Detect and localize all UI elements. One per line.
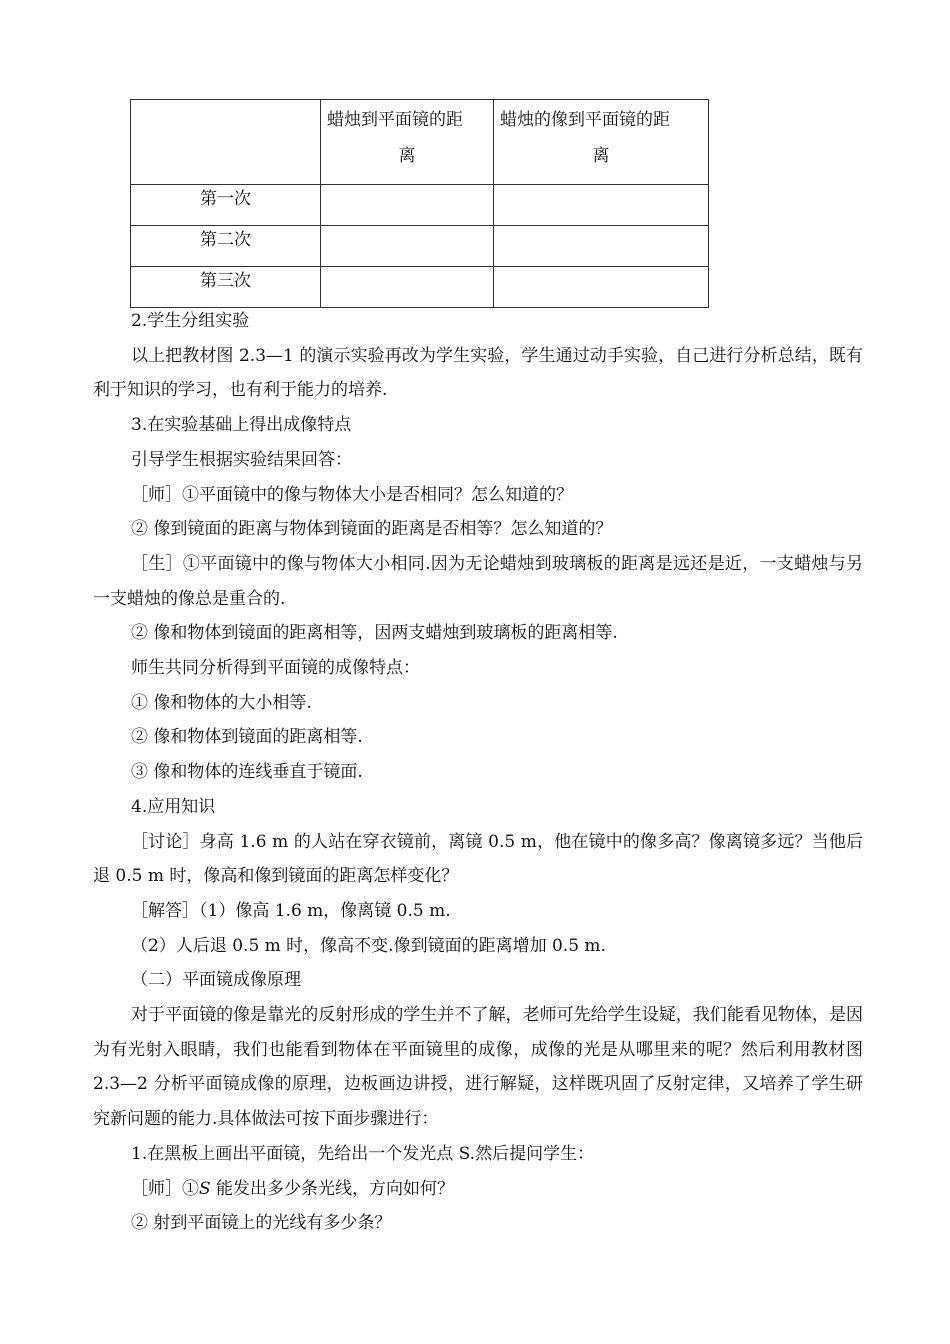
list-item: ② 像和物体到镜面的距离相等. — [131, 727, 363, 748]
student-answer: ② 像和物体到镜面的距离相等，因两支蜡烛到玻璃板的距离相等. — [131, 623, 618, 644]
section-heading: 4.应用知识 — [131, 796, 216, 817]
section-heading: 3.在实验基础上得出成像特点 — [131, 415, 352, 436]
question-text: 能发出多少条光线，方向如何？ — [210, 1178, 455, 1199]
section-heading: 2.学生分组实验 — [131, 311, 250, 331]
paragraph: 师生共同分析得到平面镜的成像特点： — [131, 658, 420, 679]
row-label: 第三次 — [131, 267, 321, 308]
header-line: 蜡烛到平面镜的距 — [327, 110, 463, 130]
answer-paragraph: （2）人后退 0.5 m 时，像高不变.像到镜面的距离增加 0.5 m. — [131, 935, 606, 956]
teacher-question — [93, 1172, 863, 1207]
header-line: 离 — [398, 146, 416, 166]
table-cell — [321, 267, 494, 308]
table-header-candle-distance — [321, 100, 494, 185]
header-line: 蜡烛的像到平面镜的距 — [500, 110, 670, 130]
table-header-image-distance — [494, 100, 709, 185]
header-line: 离 — [592, 146, 610, 166]
table-row — [131, 185, 709, 226]
teacher-question: ［师］①平面镜中的像与物体大小是否相同？怎么知道的？ — [131, 484, 573, 505]
table-cell — [494, 185, 709, 226]
answer-paragraph: ［解答］（1）像高 1.6 m，像离镜 0.5 m. — [131, 900, 451, 921]
row-label: 第二次 — [131, 226, 321, 267]
table-header-row — [131, 100, 709, 185]
variable-s: S — [199, 1178, 211, 1199]
document-body — [93, 304, 863, 1241]
teacher-question: ② 像到镜面的距离与物体到镜面的距离是否相等？怎么知道的？ — [131, 519, 613, 540]
table-cell — [321, 226, 494, 267]
discussion-paragraph: ［讨论］身高 1.6 m 的人站在穿衣镜前，离镜 0.5 m，他在镜中的像多高？像离镜多远？当他后退 0.5 m 时，像高和像到镜面的距离怎样变化？ — [93, 831, 863, 887]
paragraph: 1.在黑板上画出平面镜，先给出一个发光点 S.然后提问学生： — [131, 1143, 595, 1164]
question-prefix: ［师］① — [131, 1178, 199, 1199]
paragraph: 引导学生根据实验结果回答： — [131, 449, 352, 470]
table-cell — [494, 267, 709, 308]
list-item: ① 像和物体的大小相等. — [131, 692, 312, 713]
table-cell — [321, 185, 494, 226]
teacher-question: ② 射到平面镜上的光线有多少条？ — [131, 1213, 392, 1234]
table-row — [131, 267, 709, 308]
row-label: 第一次 — [131, 185, 321, 226]
table-header-cell-empty — [131, 100, 321, 185]
student-answer: ［生］①平面镜中的像与物体大小相同.因为无论蜡烛到玻璃板的距离是远还是近，一支蜡烛与另一支蜡烛的像总是重合的. — [93, 553, 863, 609]
paragraph: 对于平面镜的像是靠光的反射形成的学生并不了解，老师可先给学生设疑，我们能看见物体，是因为有光射入眼睛，我们也能看到物体在平面镜里的成像，成像的光是从哪里来的呢？然后利用教材图 2.3—2 分析平面镜成像的原理，边板画边讲授，进行解疑，这样既巩固了反射定律，又培养了学生研究新问题的能力.具体做法可按下面步骤进行： — [93, 1005, 863, 1130]
table-row — [131, 226, 709, 267]
list-item: ③ 像和物体的连线垂直于镜面. — [131, 762, 363, 783]
table-cell — [494, 226, 709, 267]
section-heading: （二）平面镜成像原理 — [131, 970, 301, 991]
paragraph: 以上把教材图 2.3—1 的演示实验再改为学生实验，学生通过动手实验，自己进行分析总结，既有利于知识的学习，也有利于能力的培养. — [93, 345, 863, 401]
measurement-table — [130, 99, 709, 308]
